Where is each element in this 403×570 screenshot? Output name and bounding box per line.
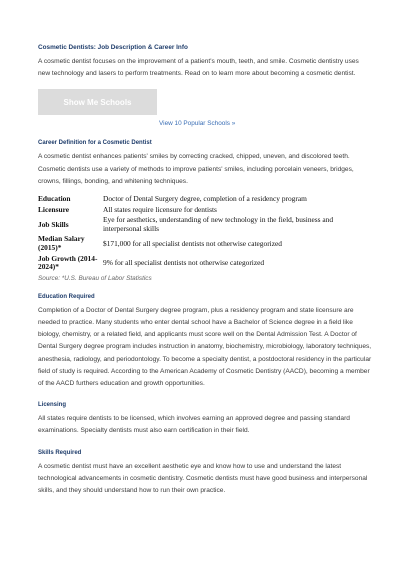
- education-paragraph: Completion of a Doctor of Dental Surgery degree program, plus a residency program and state licensure are needed to practice. Many students who enter dental school have a Bachelor of Science degree in a field like biology, chemistry, or a related field, and applicants must score well on the Dental Admission Test. A Doctor of Dental Surgery degree program includes instruction in anatomy, biochemistry, microbiology, laboratory techniques, anesthesia, radiology, and periodontology. To become a specialty dentist, a postdoctoral residency in the particular field of study is required. According to the American Academy of Cosmetic Dentistry (AACD), becoming a member of the AACD furthers education and growth opportunities.: [38, 306, 372, 387]
- article-body: [38, 44, 372, 497]
- fact-label: Job Growth (2014-2024)*: [38, 253, 98, 272]
- intro-paragraph: A cosmetic dentist focuses on the improvement of a patient's mouth, teeth, and smile. Cosmetic dentistry uses new technology and lasers to perform treatments. Read on to learn more about becoming a cosmetic dentist.: [38, 58, 359, 78]
- licensing-heading: Licensing: [38, 402, 67, 409]
- licensing-paragraph: All states require dentists to be licensed, which involves earning an approved degree and passing standard examinations. Specialty dentists must also earn certification in their field.: [38, 415, 350, 435]
- table-row: [38, 205, 354, 216]
- table-row: [38, 234, 354, 253]
- career-paragraph: A cosmetic dentist enhances patients' smiles by correcting cracked, chipped, uneven, and discolored teeth. Cosmetic dentists use a variety of methods to improve patients' smiles, including porcelain veneers, bridges, crowns, fillings, bonding, and whitening techniques.: [38, 153, 354, 185]
- fact-label: Median Salary (2015)*: [38, 234, 85, 252]
- fact-value: All states require licensure for dentists: [103, 204, 217, 214]
- fact-value: Eye for aesthetics, understanding of new technology in the field, business and interpersonal skills: [103, 215, 334, 233]
- fact-value: 9% for all specialist dentists not otherwise categorized: [103, 257, 265, 267]
- school-cta: [38, 89, 372, 133]
- career-heading: Career Definition for a Cosmetic Dentist: [38, 140, 152, 147]
- view-popular-schools-link[interactable]: View 10 Popular Schools »: [159, 120, 236, 128]
- table-row: [38, 254, 354, 273]
- fact-value: $171,000 for all specialist dentists not otherwise categorized: [103, 238, 282, 248]
- skills-heading: Skills Required: [38, 449, 82, 456]
- table-row: [38, 215, 354, 234]
- show-me-schools-button[interactable]: Show Me Schools: [38, 89, 157, 115]
- education-heading: Education Required: [38, 293, 95, 300]
- table-row: [38, 194, 354, 205]
- skills-paragraph: A cosmetic dentist must have an excellent aesthetic eye and know how to use and understand the latest technological advancements in cosmetic dentistry. Cosmetic dentists must have good business and interpersonal skills, and they should understand how to run their own practice.: [38, 462, 368, 494]
- quick-facts-table: [38, 194, 354, 273]
- table-source-note: Source: *U.S. Bureau of Labor Statistics: [38, 274, 152, 282]
- fact-label: Education: [38, 194, 71, 204]
- fact-label: Job Skills: [38, 219, 69, 229]
- fact-label: Licensure: [38, 204, 70, 214]
- fact-value: Doctor of Dental Surgery degree, completion of a residency program: [103, 194, 307, 204]
- page-title: Cosmetic Dentists: Job Description & Career Info: [38, 44, 188, 51]
